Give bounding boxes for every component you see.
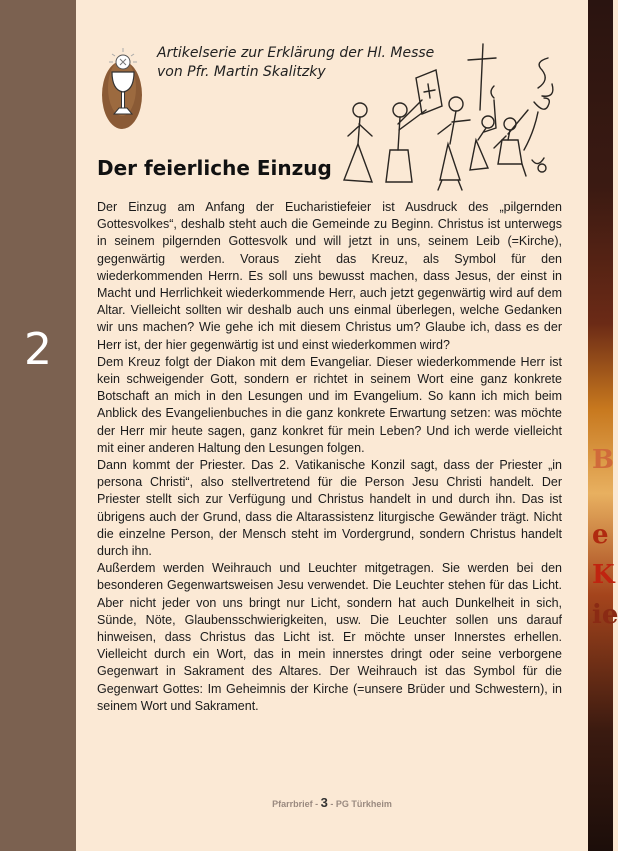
article-body [97, 199, 562, 715]
series-title-line2: von Pfr. Martin Skalitzky [157, 64, 326, 80]
procession-sketch [338, 40, 560, 190]
chapter-number: 2 [24, 324, 52, 375]
article-paragraph: Dann kommt der Priester. Das 2. Vatikanische Konzil sagt, dass der Priester „in persona Christi“, also stellvertretend für die Person Jesu Christi handelt. Der Priester stellt sich zur Verfügung und Christus handelt in und durch ihn. Das ist übrigens auch der Grund, dass die Altarassistenz liturgische Gewänder trägt. Nicht die einzelne Person, der Mensch steht im Vordergrund, sondern Christus handelt durch ihn. [97, 458, 562, 559]
strip-letter: e [592, 520, 609, 550]
footer-label: Pfarrbrief - [272, 799, 319, 809]
strip-letter: ie [592, 600, 618, 630]
article-paragraph: Dem Kreuz folgt der Diakon mit dem Evangeliar. Dieser wiederkommende Herr ist kein schweigender Gott, sondern er richtet in seinem Wort eine ganz konkrete Botschaft an mich in den Lesungen und im Evangelium. So kann ich mich beim Anblick des Evangelienbuches in die ganz konkrete Erwartung setzen: was möchte der Herr mir heute sagen, ganz konkret für mein Leben? Und ich werde vielleicht mit einer anderen Haltung den Lesungen folgen. [97, 354, 562, 455]
page-number: 3 [320, 795, 328, 810]
strip-letter: K [592, 560, 615, 590]
article-paragraph: Der Einzug am Anfang der Eucharistiefeier ist Ausdruck des „pilgernden Gottesvolkes“, deshalb steht auch die Gemeinde zu Beginn. Christus ist unterwegs in seinem pilgernden Gottesvolk und will jetzt in uns, seinem Leib (=Kirche), gegenwärtig werden. Voraus zieht das Kreuz, als Symbol für den wiederkommenden Herrn. Es soll uns bewusst machen, dass Jesus, der einst in Macht und Herrlichkeit wiederkommende Herr, auch jetzt gegenwärtig wird auf dem Altar. Vielleicht sollten wir deshalb auch uns einmal überlegen, welche Gedanken wir uns machen? Wie gehe ich mit diesem Christus um? Glaube ich, dass es der Herr ist, der hier gegenwärtig ist und einst wiederkommen wird? [97, 200, 562, 352]
background-photo-strip [588, 0, 618, 851]
article-paragraph: Außerdem werden Weihrauch und Leuchter mitgetragen. Sie werden bei den besonderen Gegenwartsweisen Jesu verwendet. Die Leuchter stehen für das Licht. Aber nicht jeder von uns bringt nur Licht, sondern hat auch Dunkelheit in sich, Sünde, Nöte, Glaubensschwierigkeiten, usw. Die Leuchter sollen uns darauf hinweisen, dass Christus das Licht ist. Er möchte unser Innerstes erhellen. Vielleicht durch ein Wort, das in mein innerstes dringt oder seine verborgene Gegenwart in Sakrament des Altares. Der Weihrauch ist das Symbol für die Gegenwart Gottes: Im Geheimnis der Kirche (=unsere Brüder und Schwestern), in seinem Wort und Sakrament. [97, 561, 562, 713]
strip-letter: B [592, 445, 614, 475]
page-footer [76, 795, 588, 810]
chalice-host-icon [98, 40, 148, 130]
footer-parish: - PG Türkheim [330, 799, 392, 809]
article-title: Der feierliche Einzug [97, 156, 332, 180]
sidebar [0, 0, 76, 851]
series-title-line1: Artikelserie zur Erklärung der Hl. Messe [157, 45, 435, 61]
